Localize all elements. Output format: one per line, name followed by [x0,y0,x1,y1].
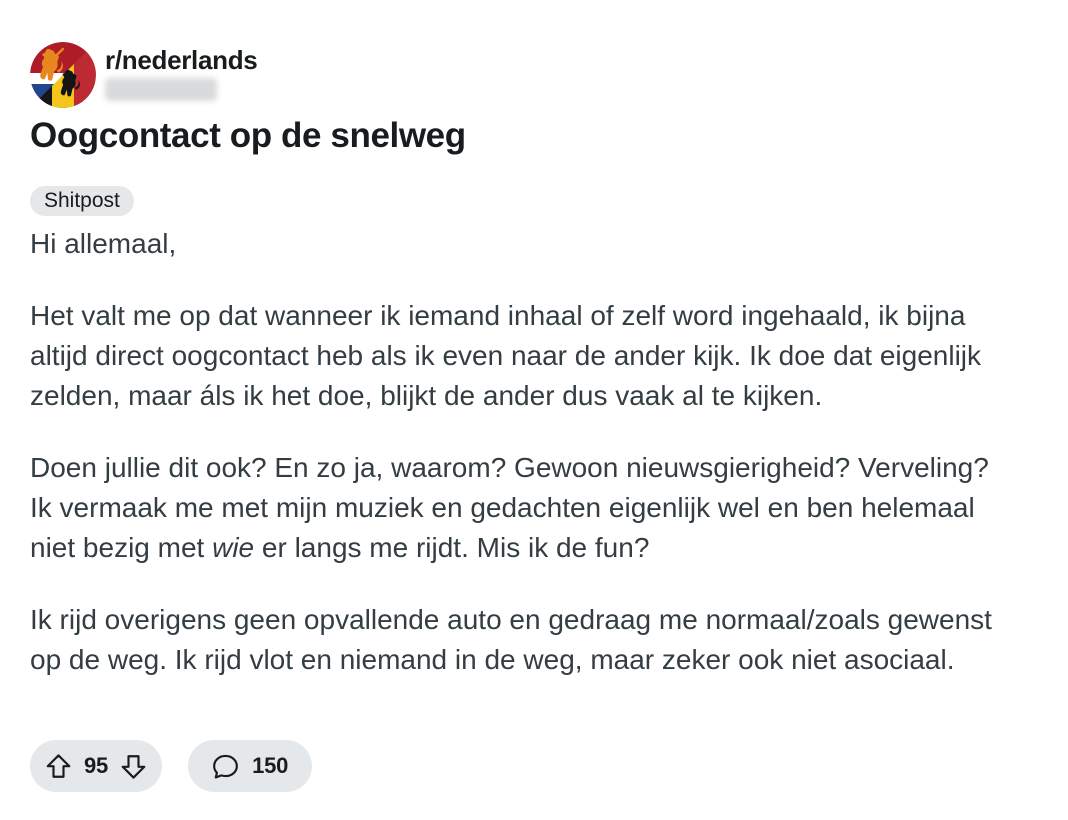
body-text-segment: er langs me rijdt. Mis ik de fun? [254,532,650,563]
downvote-icon [120,753,147,780]
avatar-flags [30,42,96,108]
post-action-bar [30,740,1038,792]
post-header [30,42,1038,108]
vote-count: 95 [84,753,109,778]
upvote-icon [45,753,72,780]
post-flair-badge[interactable] [30,186,134,216]
subreddit-avatar[interactable] [30,42,96,108]
body-paragraph [30,448,1005,568]
body-paragraph: Hi allemaal, [30,228,177,259]
post-title: Oogcontact op de snelweg [30,116,466,155]
comment-button[interactable] [188,740,312,792]
body-paragraph: Ik rijd overigens geen opvallende auto en gedraag me normaal/zoals gewenst op de weg. Ik rijd vlot en niemand in de weg, maar zeker ook niet asociaal. [30,604,992,675]
comment-count: 150 [252,753,289,778]
post-flair-label: Shitpost [44,189,120,212]
downvote-button[interactable] [120,753,147,780]
username-redacted [105,78,217,101]
body-paragraph: Het valt me op dat wanneer ik iemand inhaal of zelf word ingehaald, ik bijna altijd direct oogcontact heb als ik even naar de ander kijk. Ik doe dat eigenlijk zelden, maar áls ik het doe, blijkt de ander dus vaak al te kijken. [30,300,982,411]
post-body [30,224,1005,680]
body-text-segment: Doen jullie dit ook? En zo ja, waarom? Gewoon nieuwsgierigheid? Verveling? Ik vermaak me met mijn muziek en gedachten eigenlijk wel en ben helemaal niet bezig met [30,452,989,563]
subreddit-name[interactable]: r/nederlands [105,45,258,75]
upvote-button[interactable] [45,753,72,780]
comment-icon [212,753,239,780]
post-credit [105,46,257,101]
body-text-italic: wie [212,532,255,563]
vote-pill [30,740,162,792]
